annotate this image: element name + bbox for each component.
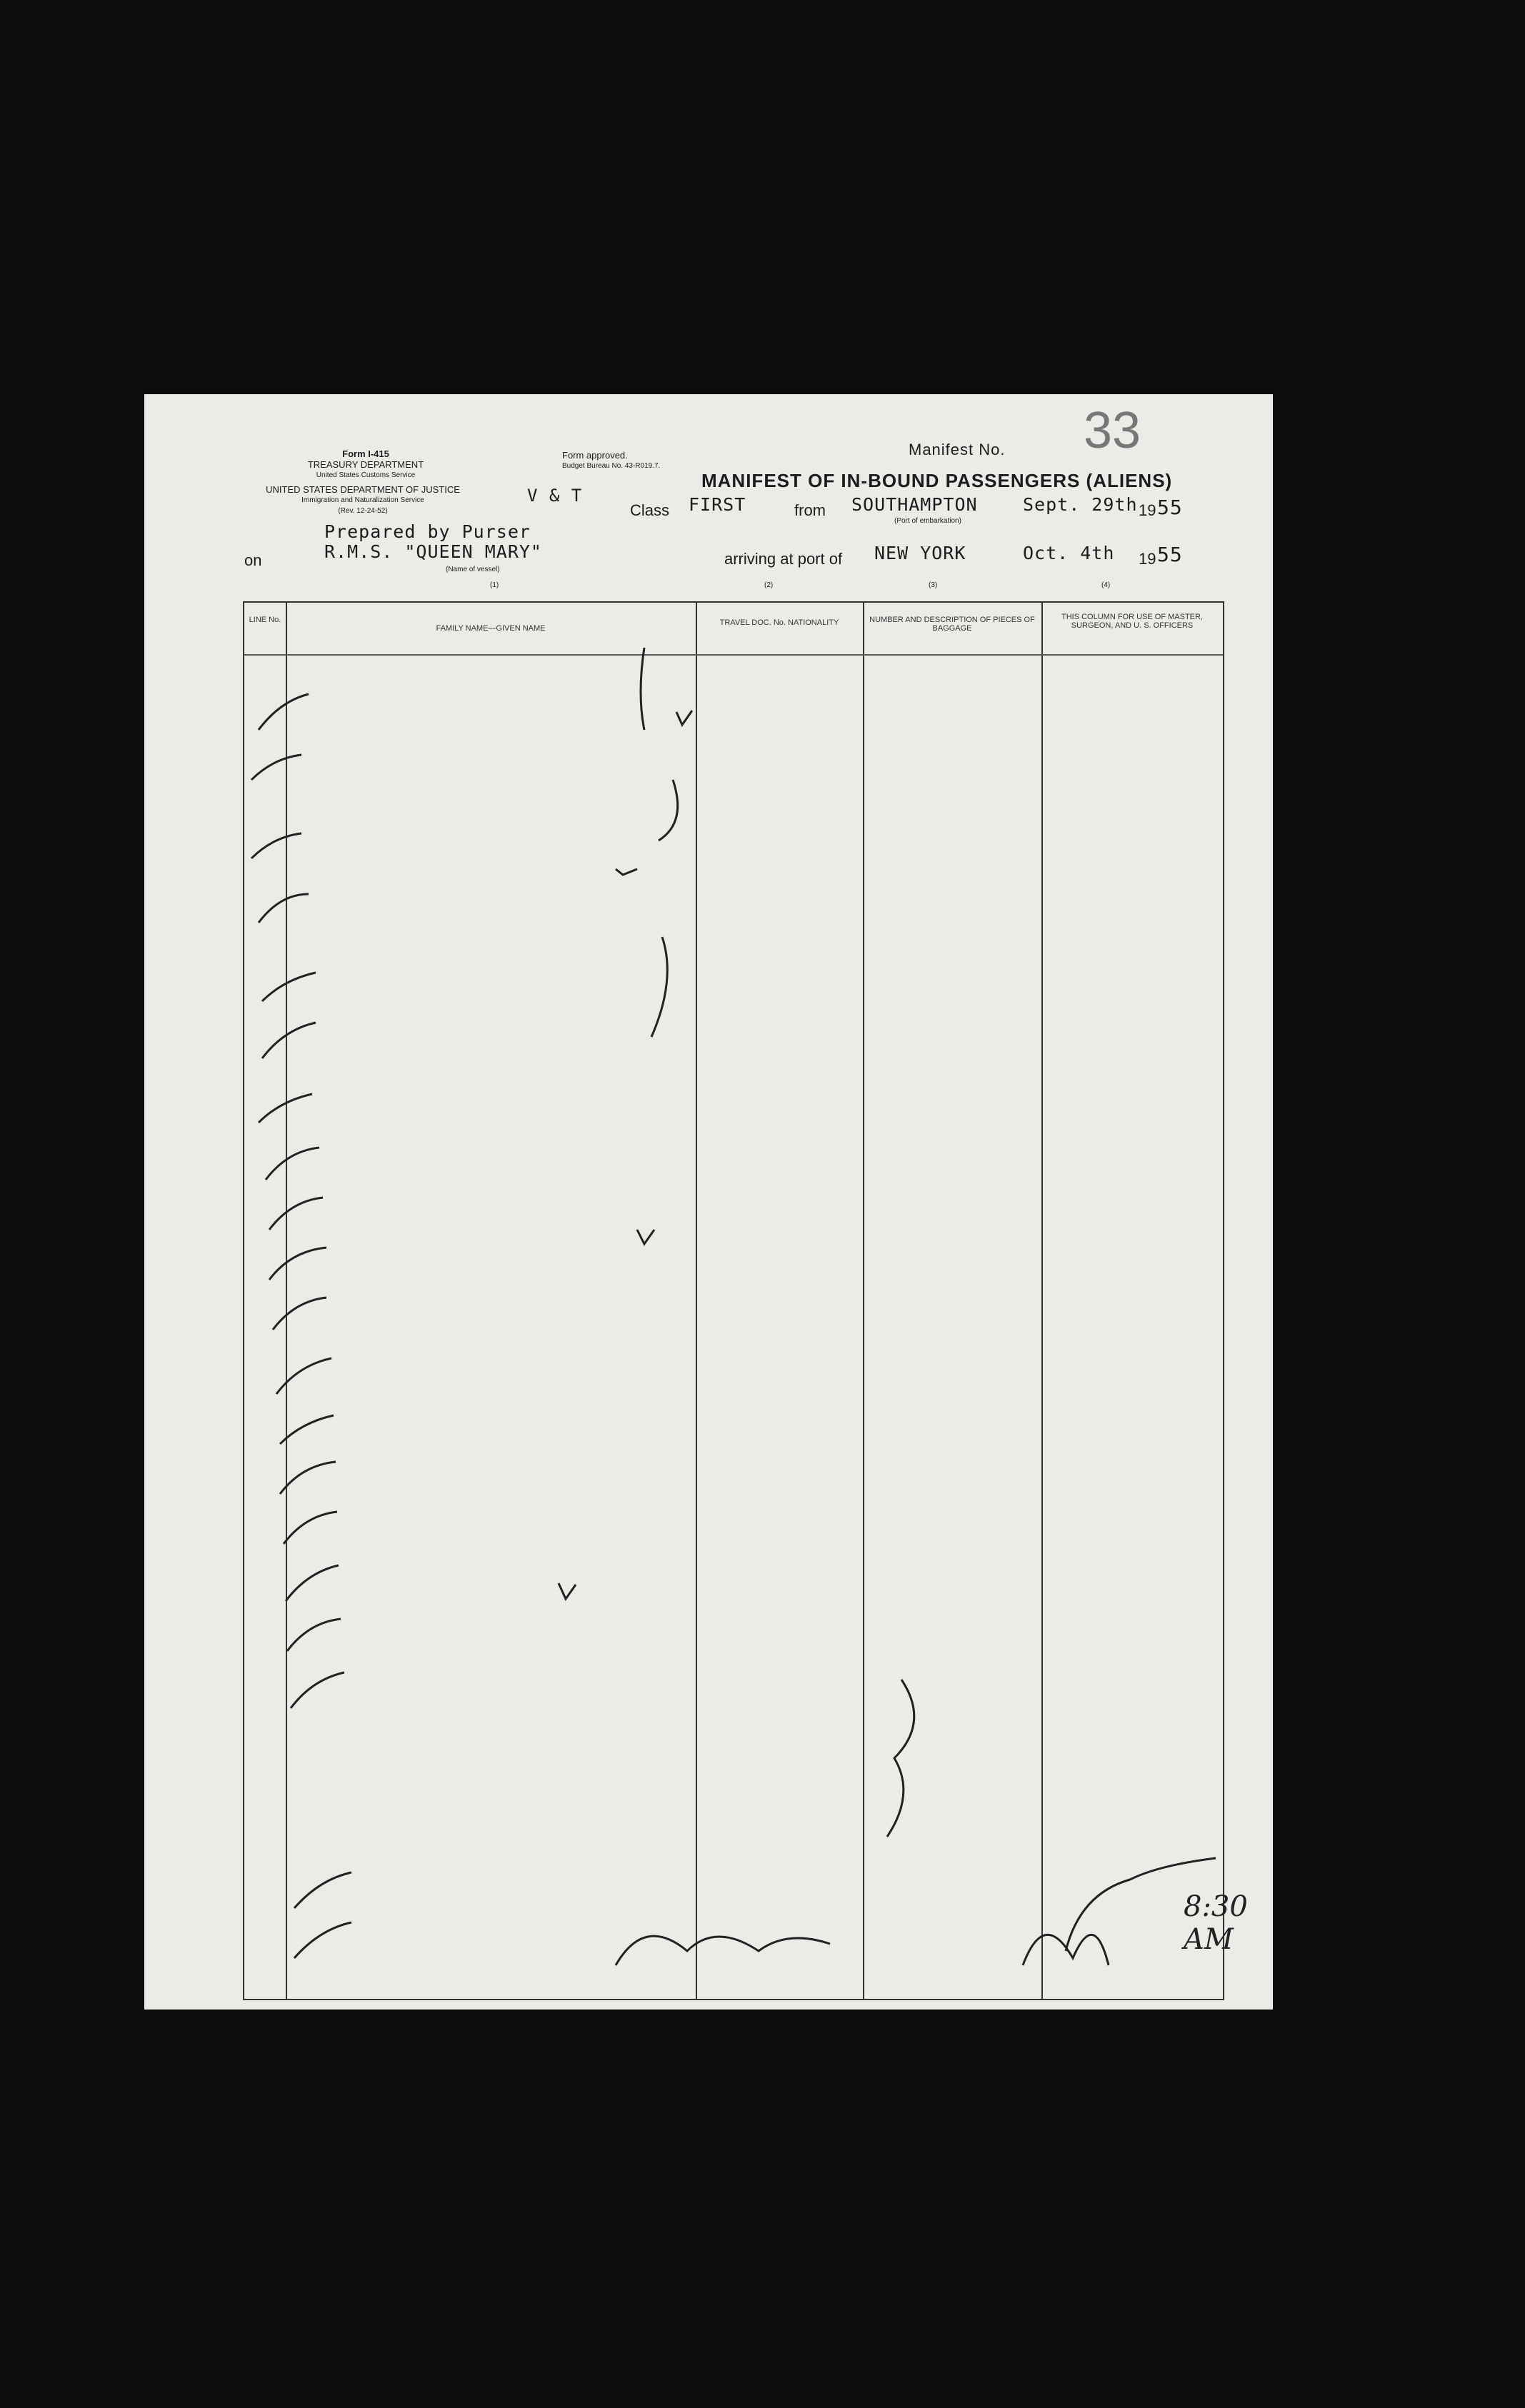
class-value: FIRST bbox=[689, 494, 746, 515]
arriving-label: arriving at port of bbox=[724, 550, 843, 568]
arrival-year: 55 bbox=[1157, 543, 1183, 566]
departure-year: 55 bbox=[1157, 496, 1183, 519]
arrival-year-prefix: 19 bbox=[1139, 550, 1156, 568]
arrival-date: Oct. 4th bbox=[1023, 543, 1115, 563]
customs-label: United States Customs Service bbox=[316, 471, 416, 479]
budget-label: Budget Bureau No. 43-R019.7. bbox=[562, 462, 661, 470]
revision-label: (Rev. 12-24-52) bbox=[338, 507, 388, 515]
from-value: SOUTHAMPTON bbox=[851, 494, 978, 515]
form-number: Form I-415 bbox=[342, 448, 389, 459]
vessel-name: R.M.S. "QUEEN MARY" bbox=[324, 541, 542, 562]
handwriting-overlay bbox=[144, 394, 1273, 2010]
justice-label: UNITED STATES DEPARTMENT OF JUSTICE bbox=[266, 484, 460, 495]
embark-note: (Port of embarkation) bbox=[894, 517, 961, 525]
departure-year-prefix: 19 bbox=[1139, 501, 1156, 519]
approved-label: Form approved. bbox=[562, 450, 628, 461]
col-number: (3) bbox=[929, 581, 938, 589]
treasury-label: TREASURY DEPARTMENT bbox=[307, 459, 424, 470]
header-baggage: NUMBER AND DESCRIPTION OF PIECES OF BAGGAGE bbox=[869, 616, 1035, 633]
manifest-no: 33 bbox=[1084, 402, 1141, 459]
col-number: (4) bbox=[1101, 581, 1111, 589]
on-label: on bbox=[244, 551, 262, 569]
manifest-no-label: Manifest No. bbox=[909, 441, 1006, 458]
vessel-note: (Name of vessel) bbox=[446, 566, 500, 573]
header-line: LINE No. bbox=[249, 616, 281, 624]
class-label: Class bbox=[630, 501, 670, 519]
arrival-port: NEW YORK bbox=[874, 543, 966, 563]
col-number: (2) bbox=[764, 581, 774, 589]
col-number: (1) bbox=[490, 581, 499, 589]
header-officers: THIS COLUMN FOR USE OF MASTER, SURGEON, AND U. S. OFFICERS bbox=[1061, 613, 1203, 630]
manifest-sheet bbox=[144, 394, 1273, 2010]
manifest-title: MANIFEST OF IN-BOUND PASSENGERS (ALIENS) bbox=[701, 470, 1173, 491]
arrival-time-note: 8:30 AM bbox=[1184, 1890, 1248, 1956]
header-name: FAMILY NAME—GIVEN NAME bbox=[436, 624, 546, 633]
prepared-by: Prepared by Purser bbox=[324, 521, 531, 542]
ins-label: Immigration and Naturalization Service bbox=[301, 496, 424, 504]
vt-mark: V & T bbox=[527, 486, 583, 506]
from-label: from bbox=[794, 501, 826, 519]
header-travel: TRAVEL DOC. No. NATIONALITY bbox=[719, 618, 839, 627]
departure-date: Sept. 29th bbox=[1023, 494, 1138, 515]
